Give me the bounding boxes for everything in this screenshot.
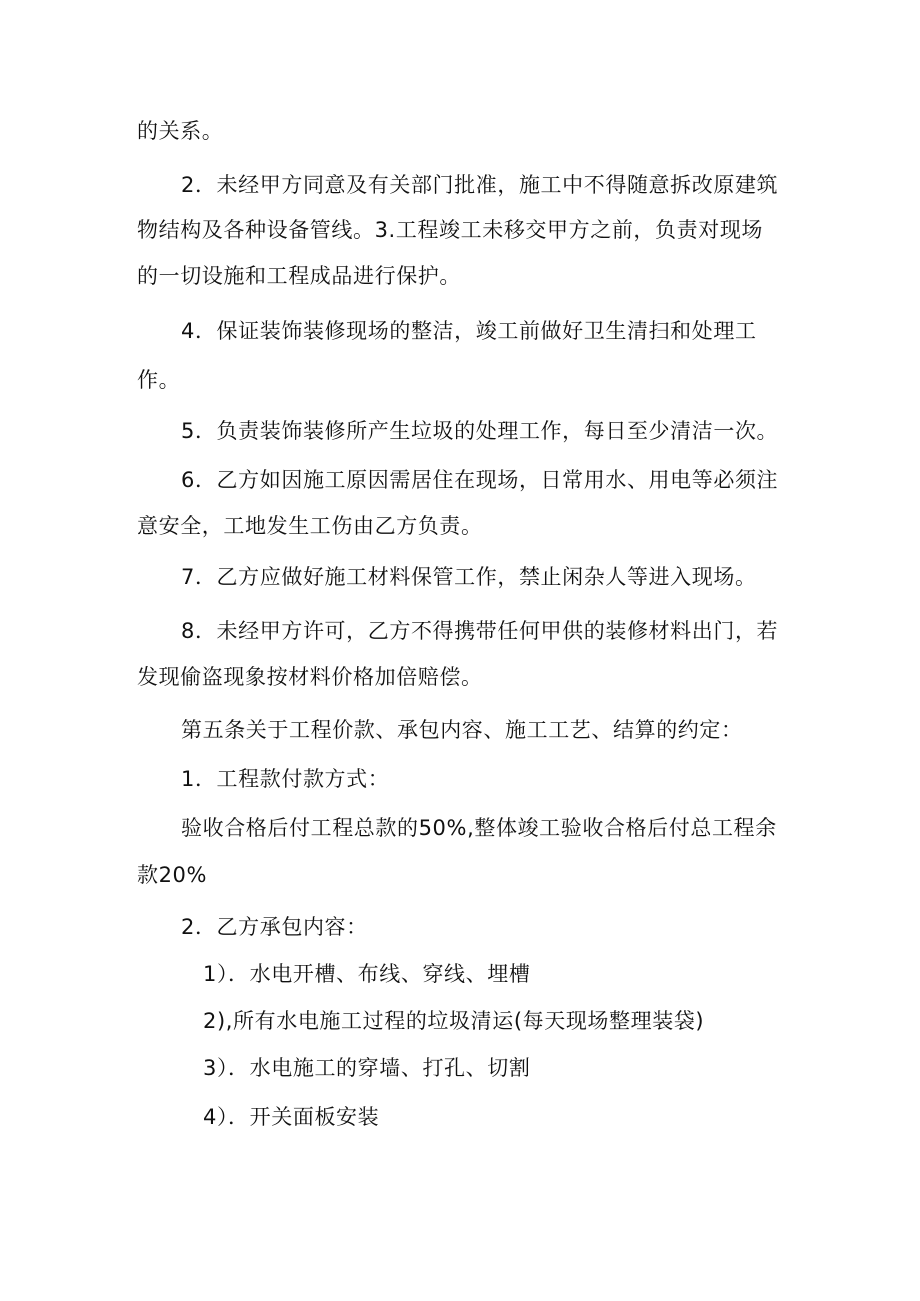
text-line: 作。 <box>137 368 181 392</box>
text-line: 1．工程款付款方式： <box>181 767 390 791</box>
list-item: 2),所有水电施工过程的垃圾清运(每天现场整理装袋) <box>203 1009 705 1033</box>
text-line: 8．未经甲方许可，乙方不得携带任何甲供的装修材料出门，若 <box>181 619 779 643</box>
text-line: 的一切设施和工程成品进行保护。 <box>137 264 461 288</box>
list-item: 1）．水电开槽、布线、穿线、埋槽 <box>203 962 531 986</box>
list-item: 4）．开关面板安装 <box>203 1105 380 1129</box>
section-heading: 第五条关于工程价款、承包内容、施工工艺、结算的约定： <box>181 718 743 742</box>
text-line: 意安全，工地发生工伤由乙方负责。 <box>137 514 483 538</box>
text-line: 4．保证装饰装修现场的整洁，竣工前做好卫生清扫和处理工 <box>181 319 757 343</box>
text-line: 6．乙方如因施工原因需居住在现场，日常用水、用电等必须注 <box>181 468 779 492</box>
text-line: 7．乙方应做好施工材料保管工作，禁止闲杂人等进入现场。 <box>181 565 757 589</box>
text-line: 的关系。 <box>137 119 224 143</box>
text-line: 款20% <box>137 863 208 887</box>
text-line: 验收合格后付工程总款的50%,整体竣工验收合格后付总工程余 <box>181 816 777 840</box>
text-line: 2．乙方承包内容： <box>181 915 368 939</box>
text-line: 5．负责装饰装修所产生垃圾的处理工作，每日至少清洁一次。 <box>181 419 779 443</box>
text-line: 发现偷盗现象按材料价格加倍赔偿。 <box>137 665 483 689</box>
list-item: 3）．水电施工的穿墙、打孔、切割 <box>203 1056 531 1080</box>
text-line: 2．未经甲方同意及有关部门批准，施工中不得随意拆改原建筑 <box>181 173 779 197</box>
text-line: 物结构及各种设备管线。3.工程竣工未移交甲方之前，负责对现场 <box>137 218 764 242</box>
